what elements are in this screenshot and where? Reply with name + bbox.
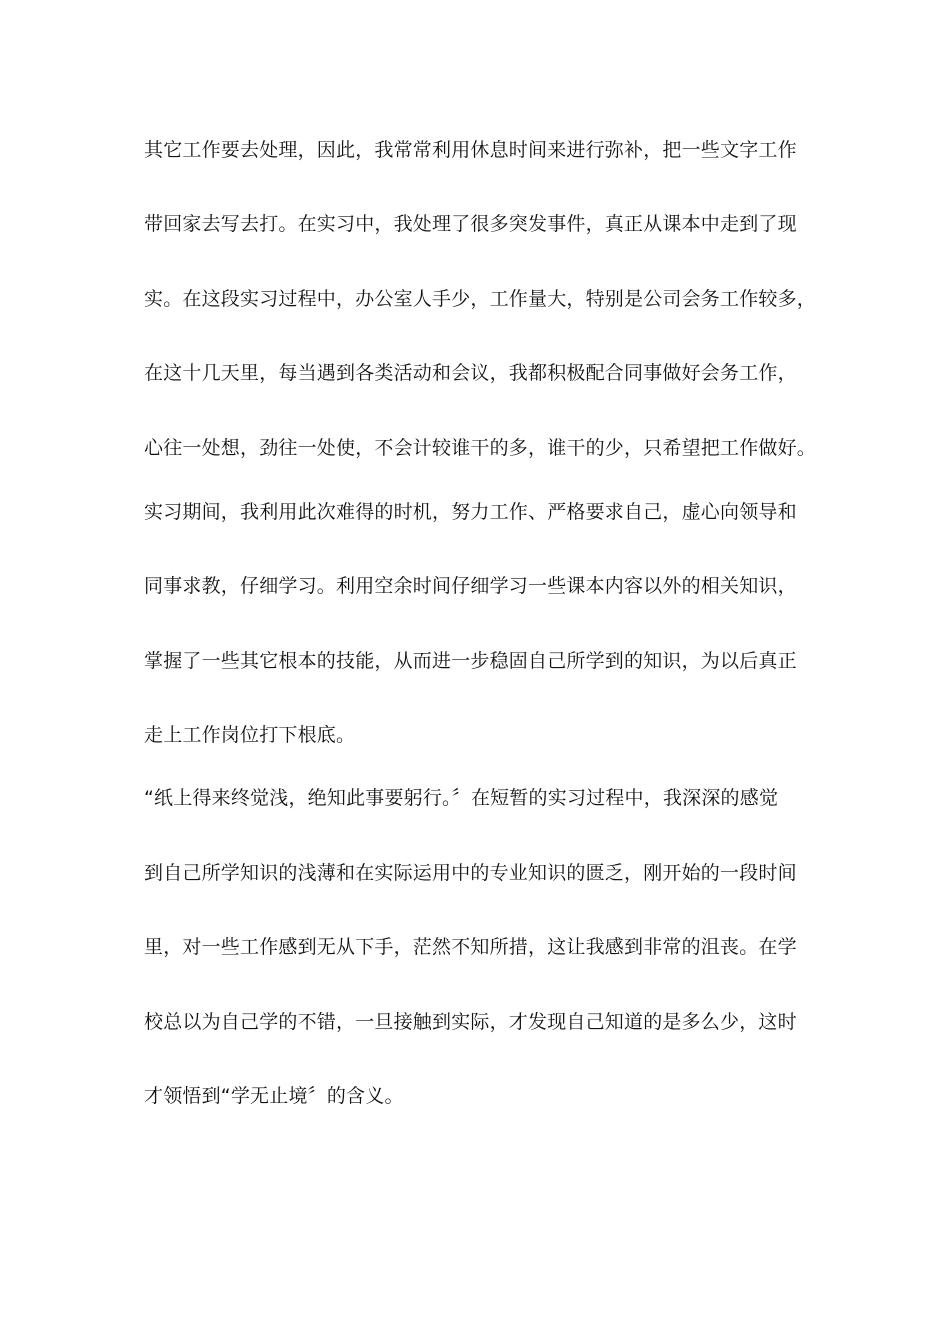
text-line: 同事求教，仔细学习。利用空余时间仔细学习一些课本内容以外的相关知识， [144,575,797,597]
text-line: 在这十几天里，每当遇到各类活动和会议，我都积极配合同事做好会务工作， [144,362,797,384]
text-line: “纸上得来终觉浅，绝知此事要躬行。〞在短暂的实习过程中，我深深的感觉 [144,787,779,809]
text-line: 校总以为自己学的不错，一旦接触到实际，才发现自己知道的是多么少，这时 [144,1011,797,1033]
text-line: 到自己所学知识的浅薄和在实际运用中的专业知识的匮乏，刚开始的一段时间 [144,862,797,884]
text-line: 带回家去写去打。在实习中，我处理了很多突发事件，真正从课本中走到了现 [144,213,797,235]
text-line: 里，对一些工作感到无从下手，茫然不知所措，这让我感到非常的沮丧。在学 [144,936,797,958]
text-line: 实。在这段实习过程中，办公室人手少，工作量大，特别是公司会务工作较多， [144,288,817,310]
text-line: 才领悟到“学无止境〞的含义。 [144,1085,404,1107]
text-line: 实习期间，我利用此次难得的时机，努力工作、严格要求自己，虚心向领导和 [144,501,797,523]
text-line: 心往一处想，劲往一处使，不会计较谁干的多，谁干的少，只希望把工作做好。 [144,437,817,459]
text-line: 走上工作岗位打下根底。 [144,724,356,746]
text-line: 掌握了一些其它根本的技能，从而进一步稳固自己所学到的知识，为以后真正 [144,650,797,672]
text-line: 其它工作要去处理，因此，我常常利用休息时间来进行弥补，把一些文字工作 [144,139,797,161]
